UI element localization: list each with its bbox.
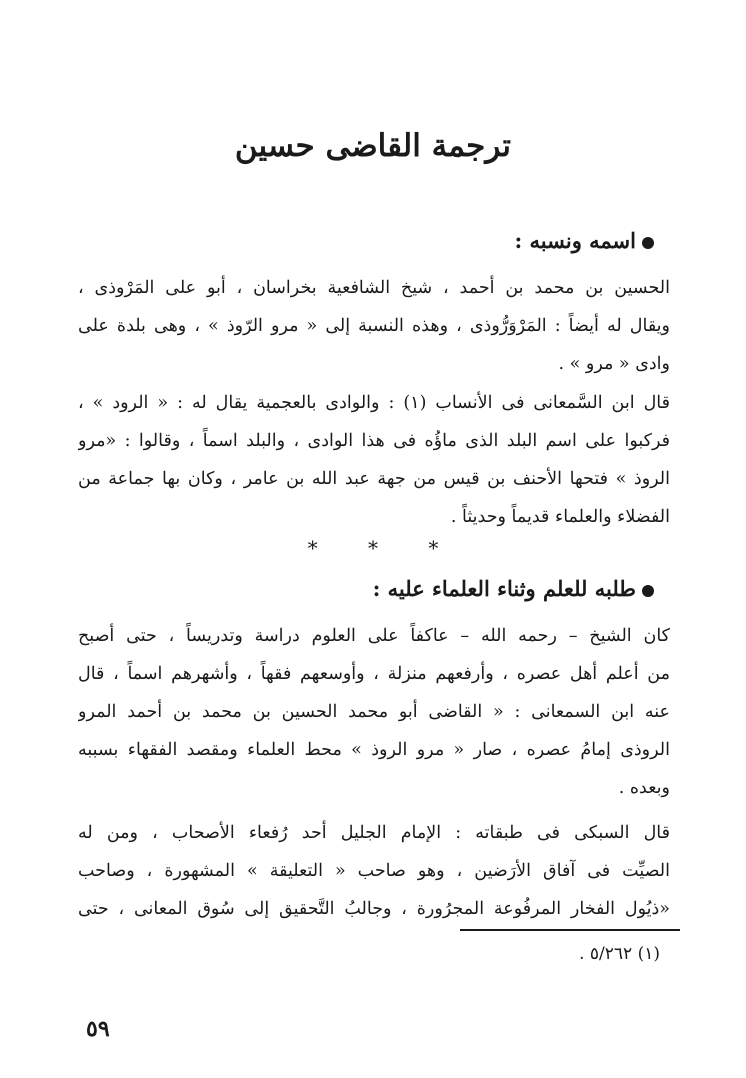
section-heading-name-lineage	[514, 228, 654, 253]
text-line: ويقال له أيضاً : المَرْوَرُّوذى ، وهذه النسبة إلى « مرو الرّوذ » ، وهى بلدة على	[78, 316, 670, 336]
paragraph-ibn-samani	[78, 384, 670, 536]
section-heading-text: اسمه ونسبه :	[514, 228, 636, 253]
text-line: قال السبكى فى طبقاته : الإمام الجليل أحد رُفعاء الأصحاب ، ومن له	[78, 823, 670, 843]
section-heading-text: طلبه للعلم وثناء العلماء عليه :	[372, 576, 636, 601]
text-line: الروذ » فتحها الأحنف بن قيس من جهة عبد الله بن عامر ، وكان بها جماعة من	[78, 469, 670, 489]
page-number: ٥٩	[86, 1016, 110, 1042]
star-ornament-icon: *	[307, 536, 318, 560]
footnote-divider	[460, 929, 680, 931]
paragraph-name-origin	[78, 269, 670, 383]
text-line: الروذى إمامُ عصره ، صار « مرو الروذ » محط العلماء ومقصد الفقهاء بسببه	[78, 740, 670, 760]
text-line: وبعده .	[618, 778, 670, 798]
paragraph-scholarship	[78, 617, 670, 807]
bullet-icon	[642, 237, 654, 249]
bullet-icon	[642, 585, 654, 597]
text-line: الفضلاء والعلماء قديماً وحديثاً .	[450, 507, 670, 527]
text-line: كان الشيخ – رحمه الله – عاكفاً على العلوم دراسة وتدريساً ، حتى أصبح	[78, 626, 670, 646]
star-ornament-icon: *	[428, 536, 439, 560]
footnote: (١) ٥/٢٦٢ .	[579, 944, 660, 964]
text-line: من أعلم أهل عصره ، وأرفعهم منزلة ، وأوسعهم فقهاً ، وأشهرهم اسماً ، قال	[78, 664, 670, 684]
text-line: وادى « مرو » .	[558, 354, 670, 374]
section-separator	[0, 536, 746, 560]
page-title: ترجمة القاضى حسين	[234, 128, 512, 164]
star-ornament-icon: *	[368, 536, 378, 560]
text-line: قال ابن السَّمعانى فى الأنساب (١) : والوادى بالعجمية يقال له : « الرود » ،	[78, 393, 670, 413]
text-line: عنه ابن السمعانى : « القاضى أبو محمد الحسين بن محمد بن أحمد المرو	[78, 702, 670, 722]
text-line: الحسين بن محمد بن أحمد ، شيخ الشافعية بخراسان ، أبو على المَرْوذى ،	[78, 278, 670, 298]
paragraph-subki	[78, 814, 670, 928]
text-line: «ذيُول الفخار المرفُوعة المجرُورة ، وجالبُ التَّحقيق إلى سُوق المعانى ، حتى	[78, 899, 670, 919]
text-line: فركبوا على اسم البلد الذى ماؤُه فى هذا الوادى ، والبلد اسماً ، وقالوا : «مرو	[78, 431, 670, 451]
section-heading-learning-praise	[373, 576, 654, 601]
text-line: الصيِّت فى آفاق الأرَضين ، وهو صاحب « التعليقة » المشهورة ، وصاحب	[78, 861, 670, 881]
